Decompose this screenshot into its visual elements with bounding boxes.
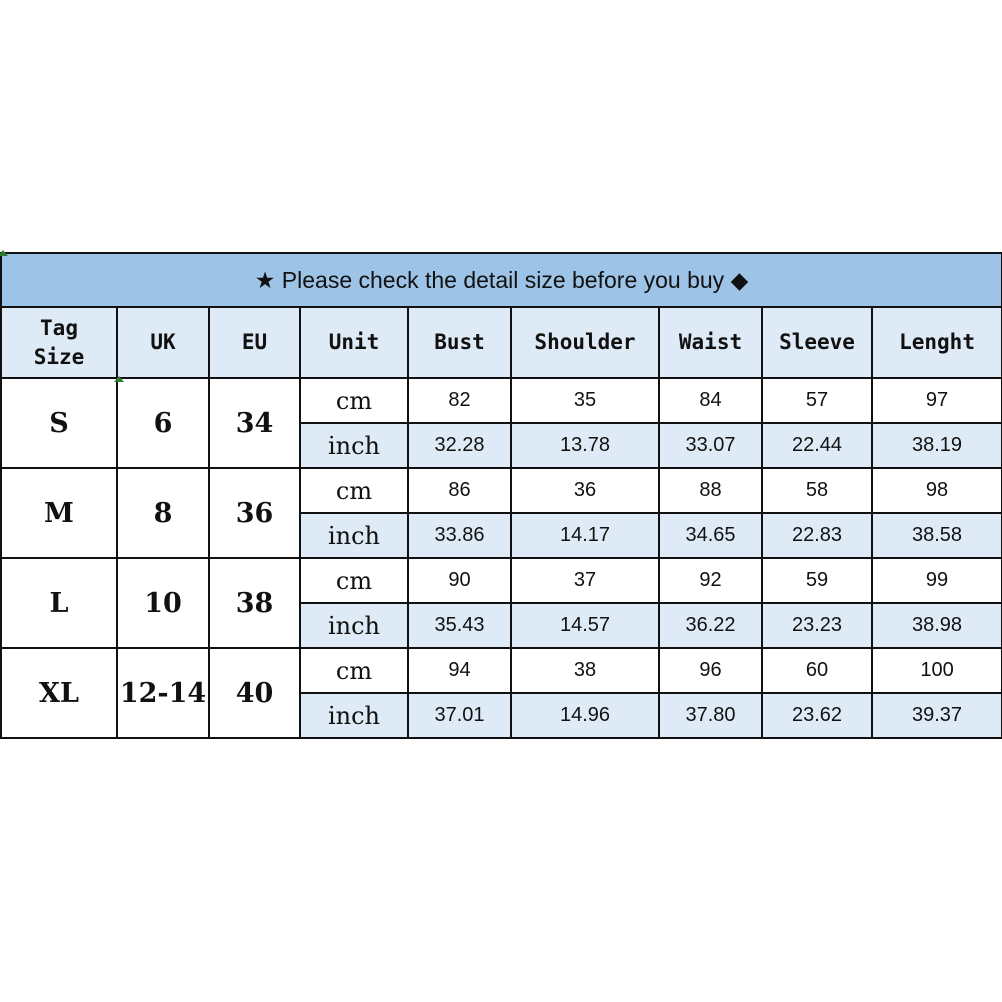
uk-size-cell: 10: [117, 558, 209, 648]
length-cell: 99: [872, 558, 1002, 603]
header-tag-label: Tag: [40, 316, 78, 341]
sleeve-cell: 57: [762, 378, 872, 423]
header-eu: EU: [209, 307, 300, 378]
diamond-icon: ◆: [730, 266, 749, 293]
header-waist: Waist: [659, 307, 762, 378]
header-bust: Bust: [408, 307, 511, 378]
header-sleeve: Sleeve: [762, 307, 872, 378]
shoulder-cell: 38: [511, 648, 659, 693]
sleeve-cell: 58: [762, 468, 872, 513]
length-cell: 38.19: [872, 423, 1002, 468]
header-size-label: Size: [33, 344, 85, 369]
shoulder-cell: 13.78: [511, 423, 659, 468]
header-length: Lenght: [872, 307, 1002, 378]
waist-cell: 84: [659, 378, 762, 423]
tag-size-cell: XL: [1, 648, 117, 738]
length-cell: 97: [872, 378, 1002, 423]
banner-text: Please check the detail size before you buy: [281, 266, 725, 293]
unit-cell: cm: [300, 648, 408, 693]
table-row: [1, 468, 1002, 513]
size-notice-banner: [1, 253, 1002, 307]
uk-size-cell: 12-14: [117, 648, 209, 738]
sleeve-cell: 23.23: [762, 603, 872, 648]
bust-cell: 33.86: [408, 513, 511, 558]
bust-cell: 32.28: [408, 423, 511, 468]
waist-cell: 96: [659, 648, 762, 693]
waist-cell: 36.22: [659, 603, 762, 648]
star-icon: ★: [254, 266, 276, 293]
unit-cell: cm: [300, 558, 408, 603]
shoulder-cell: 14.96: [511, 693, 659, 738]
bust-cell: 86: [408, 468, 511, 513]
bust-cell: 90: [408, 558, 511, 603]
table-row: [1, 648, 1002, 693]
size-chart-table: [0, 252, 1002, 739]
table-row: [1, 558, 1002, 603]
tag-size-cell: S: [1, 378, 117, 468]
eu-size-cell: 34: [209, 378, 300, 468]
waist-cell: 37.80: [659, 693, 762, 738]
eu-size-cell: 36: [209, 468, 300, 558]
shoulder-cell: 35: [511, 378, 659, 423]
length-cell: 38.58: [872, 513, 1002, 558]
sleeve-cell: 22.44: [762, 423, 872, 468]
unit-cell: inch: [300, 513, 408, 558]
unit-cell: cm: [300, 378, 408, 423]
eu-size-cell: 40: [209, 648, 300, 738]
uk-size-cell: 6: [117, 378, 209, 468]
cell-marker-icon: [114, 376, 124, 382]
table-row: [1, 378, 1002, 423]
waist-cell: 34.65: [659, 513, 762, 558]
eu-size-cell: 38: [209, 558, 300, 648]
shoulder-cell: 37: [511, 558, 659, 603]
unit-cell: inch: [300, 423, 408, 468]
sleeve-cell: 22.83: [762, 513, 872, 558]
header-tag-size: [1, 307, 117, 378]
waist-cell: 88: [659, 468, 762, 513]
length-cell: 38.98: [872, 603, 1002, 648]
shoulder-cell: 14.57: [511, 603, 659, 648]
sleeve-cell: 23.62: [762, 693, 872, 738]
sleeve-cell: 60: [762, 648, 872, 693]
unit-cell: inch: [300, 603, 408, 648]
header-shoulder: Shoulder: [511, 307, 659, 378]
tag-size-cell: L: [1, 558, 117, 648]
unit-cell: cm: [300, 468, 408, 513]
length-cell: 39.37: [872, 693, 1002, 738]
cell-marker-icon: [0, 250, 8, 256]
bust-cell: 94: [408, 648, 511, 693]
shoulder-cell: 36: [511, 468, 659, 513]
header-unit: Unit: [300, 307, 408, 378]
sleeve-cell: 59: [762, 558, 872, 603]
uk-size-cell: 8: [117, 468, 209, 558]
length-cell: 98: [872, 468, 1002, 513]
bust-cell: 37.01: [408, 693, 511, 738]
shoulder-cell: 14.17: [511, 513, 659, 558]
bust-cell: 35.43: [408, 603, 511, 648]
tag-size-cell: M: [1, 468, 117, 558]
header-uk: UK: [117, 307, 209, 378]
unit-cell: inch: [300, 693, 408, 738]
length-cell: 100: [872, 648, 1002, 693]
bust-cell: 82: [408, 378, 511, 423]
waist-cell: 92: [659, 558, 762, 603]
waist-cell: 33.07: [659, 423, 762, 468]
